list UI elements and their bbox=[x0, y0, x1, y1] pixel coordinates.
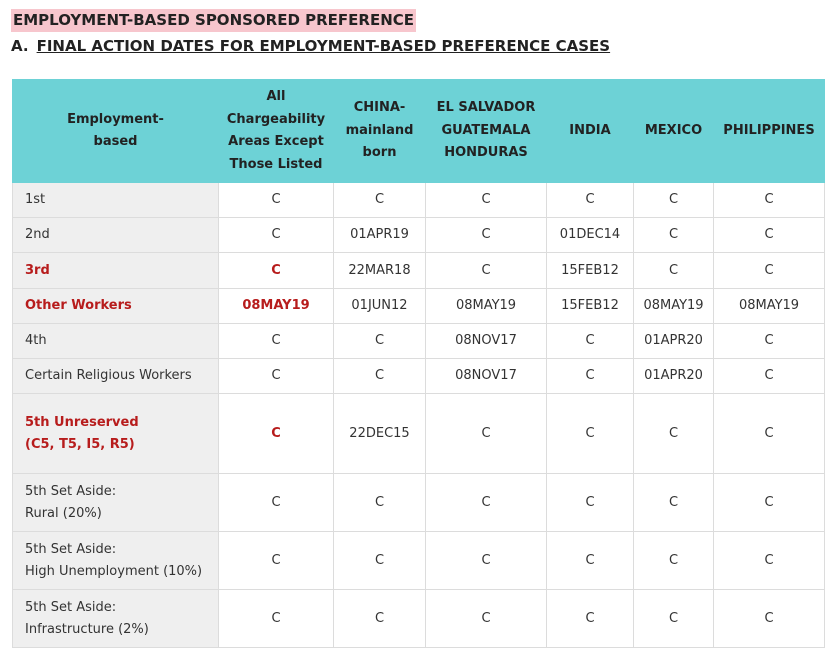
date-cell: C bbox=[714, 359, 825, 394]
date-cell: C bbox=[219, 253, 334, 289]
date-cell: C bbox=[634, 590, 714, 648]
date-cell: 08MAY19 bbox=[714, 289, 825, 324]
header-line: GUATEMALA bbox=[441, 122, 531, 138]
category-label: 2nd bbox=[25, 227, 50, 242]
header-cell bbox=[714, 80, 825, 183]
header-line: HONDURAS bbox=[444, 145, 528, 161]
date-cell: 08NOV17 bbox=[426, 324, 547, 359]
date-cell: C bbox=[714, 253, 825, 289]
category-cell bbox=[13, 253, 219, 289]
header-row bbox=[13, 80, 825, 183]
category-cell bbox=[13, 532, 219, 590]
date-cell: C bbox=[219, 218, 334, 253]
category-cell bbox=[13, 474, 219, 532]
category-label: Certain Religious Workers bbox=[25, 368, 192, 383]
date-cell: 22DEC15 bbox=[334, 394, 426, 474]
header-line: mainland bbox=[345, 122, 414, 138]
table-row bbox=[13, 474, 825, 532]
header-cell bbox=[334, 80, 426, 183]
category-cell bbox=[13, 218, 219, 253]
date-cell: C bbox=[547, 532, 634, 590]
header-cell bbox=[547, 80, 634, 183]
category-cell bbox=[13, 359, 219, 394]
header-line: Those Listed bbox=[229, 156, 323, 172]
table-row bbox=[13, 253, 825, 289]
date-cell: C bbox=[426, 532, 547, 590]
date-cell: C bbox=[334, 324, 426, 359]
header-line: born bbox=[362, 145, 397, 161]
date-cell: C bbox=[634, 394, 714, 474]
header-line: All bbox=[266, 89, 286, 104]
date-cell: 01DEC14 bbox=[547, 218, 634, 253]
category-label: 5th Unreserved bbox=[25, 414, 139, 430]
date-cell: C bbox=[426, 394, 547, 474]
date-cell: C bbox=[714, 183, 825, 218]
date-cell: C bbox=[426, 183, 547, 218]
date-cell: C bbox=[547, 474, 634, 532]
category-cell bbox=[13, 289, 219, 324]
date-cell: C bbox=[634, 183, 714, 218]
header-line: CHINA- bbox=[353, 100, 406, 116]
date-cell: C bbox=[634, 532, 714, 590]
date-cell: C bbox=[714, 532, 825, 590]
date-cell: C bbox=[547, 183, 634, 218]
date-cell: C bbox=[714, 324, 825, 359]
date-cell: C bbox=[334, 183, 426, 218]
header-line: based bbox=[93, 134, 138, 149]
date-cell: C bbox=[219, 324, 334, 359]
date-cell: C bbox=[714, 474, 825, 532]
header-line: Chargeability bbox=[226, 111, 326, 127]
category-label: High Unemployment (10%) bbox=[25, 563, 203, 579]
header-line: INDIA bbox=[569, 122, 611, 138]
date-cell: C bbox=[334, 474, 426, 532]
date-cell: C bbox=[219, 183, 334, 218]
date-cell: C bbox=[547, 359, 634, 394]
final-action-dates-table bbox=[12, 79, 825, 648]
table-row bbox=[13, 324, 825, 359]
date-cell: C bbox=[714, 218, 825, 253]
date-cell: C bbox=[547, 324, 634, 359]
date-cell: C bbox=[219, 532, 334, 590]
date-cell: C bbox=[426, 253, 547, 289]
date-cell: C bbox=[634, 218, 714, 253]
table-row bbox=[13, 218, 825, 253]
table-title-prefix: A. bbox=[11, 37, 29, 55]
header-line: EL SALVADOR bbox=[436, 100, 536, 116]
header-cell bbox=[634, 80, 714, 183]
category-label: Infrastructure (2%) bbox=[25, 621, 149, 637]
date-cell: C bbox=[219, 359, 334, 394]
category-label: 4th bbox=[25, 333, 47, 348]
section-heading: EMPLOYMENT-BASED SPONSORED PREFERENCE bbox=[11, 9, 416, 32]
date-cell: 01APR20 bbox=[634, 324, 714, 359]
category-label: 3rd bbox=[25, 262, 50, 278]
date-cell: 01APR19 bbox=[334, 218, 426, 253]
header-line: MEXICO bbox=[644, 122, 703, 138]
date-cell: 08MAY19 bbox=[634, 289, 714, 324]
date-cell: C bbox=[547, 590, 634, 648]
date-cell: C bbox=[426, 474, 547, 532]
table-row bbox=[13, 590, 825, 648]
date-cell: C bbox=[334, 532, 426, 590]
category-label: Rural (20%) bbox=[25, 505, 102, 521]
date-cell: C bbox=[426, 218, 547, 253]
category-cell bbox=[13, 394, 219, 474]
header-cell bbox=[219, 80, 334, 183]
table-row bbox=[13, 532, 825, 590]
category-label: Other Workers bbox=[25, 298, 132, 313]
header-line: PHILIPPINES bbox=[723, 122, 815, 138]
header-line: Areas Except bbox=[228, 134, 324, 149]
header-cell bbox=[13, 80, 219, 183]
date-cell: 01APR20 bbox=[634, 359, 714, 394]
table-title-text: FINAL ACTION DATES FOR EMPLOYMENT-BASED PREFERENCE CASES bbox=[36, 37, 611, 55]
header-line: Employment- bbox=[67, 111, 164, 127]
table-row bbox=[13, 289, 825, 324]
date-cell: C bbox=[334, 359, 426, 394]
date-cell: C bbox=[634, 474, 714, 532]
category-cell bbox=[13, 590, 219, 648]
category-cell bbox=[13, 324, 219, 359]
table-title bbox=[11, 36, 610, 56]
date-cell: C bbox=[634, 253, 714, 289]
date-cell: C bbox=[547, 394, 634, 474]
date-cell: C bbox=[714, 394, 825, 474]
date-cell: C bbox=[219, 394, 334, 474]
date-cell: 08MAY19 bbox=[219, 289, 334, 324]
date-cell: 08NOV17 bbox=[426, 359, 547, 394]
date-cell: 22MAR18 bbox=[334, 253, 426, 289]
date-cell: 15FEB12 bbox=[547, 289, 634, 324]
category-label: 5th Set Aside: bbox=[25, 599, 117, 615]
category-label: (C5, T5, I5, R5) bbox=[25, 436, 135, 452]
table-row bbox=[13, 394, 825, 474]
date-cell: C bbox=[334, 590, 426, 648]
date-cell: 15FEB12 bbox=[547, 253, 634, 289]
category-cell bbox=[13, 183, 219, 218]
category-label: 5th Set Aside: bbox=[25, 541, 117, 557]
date-cell: 08MAY19 bbox=[426, 289, 547, 324]
header-cell bbox=[426, 80, 547, 183]
date-cell: C bbox=[219, 590, 334, 648]
category-label: 5th Set Aside: bbox=[25, 483, 117, 499]
table-row bbox=[13, 359, 825, 394]
table-row bbox=[13, 183, 825, 218]
date-cell: C bbox=[219, 474, 334, 532]
date-cell: 01JUN12 bbox=[334, 289, 426, 324]
category-label: 1st bbox=[25, 192, 46, 207]
date-cell: C bbox=[714, 590, 825, 648]
date-cell: C bbox=[426, 590, 547, 648]
